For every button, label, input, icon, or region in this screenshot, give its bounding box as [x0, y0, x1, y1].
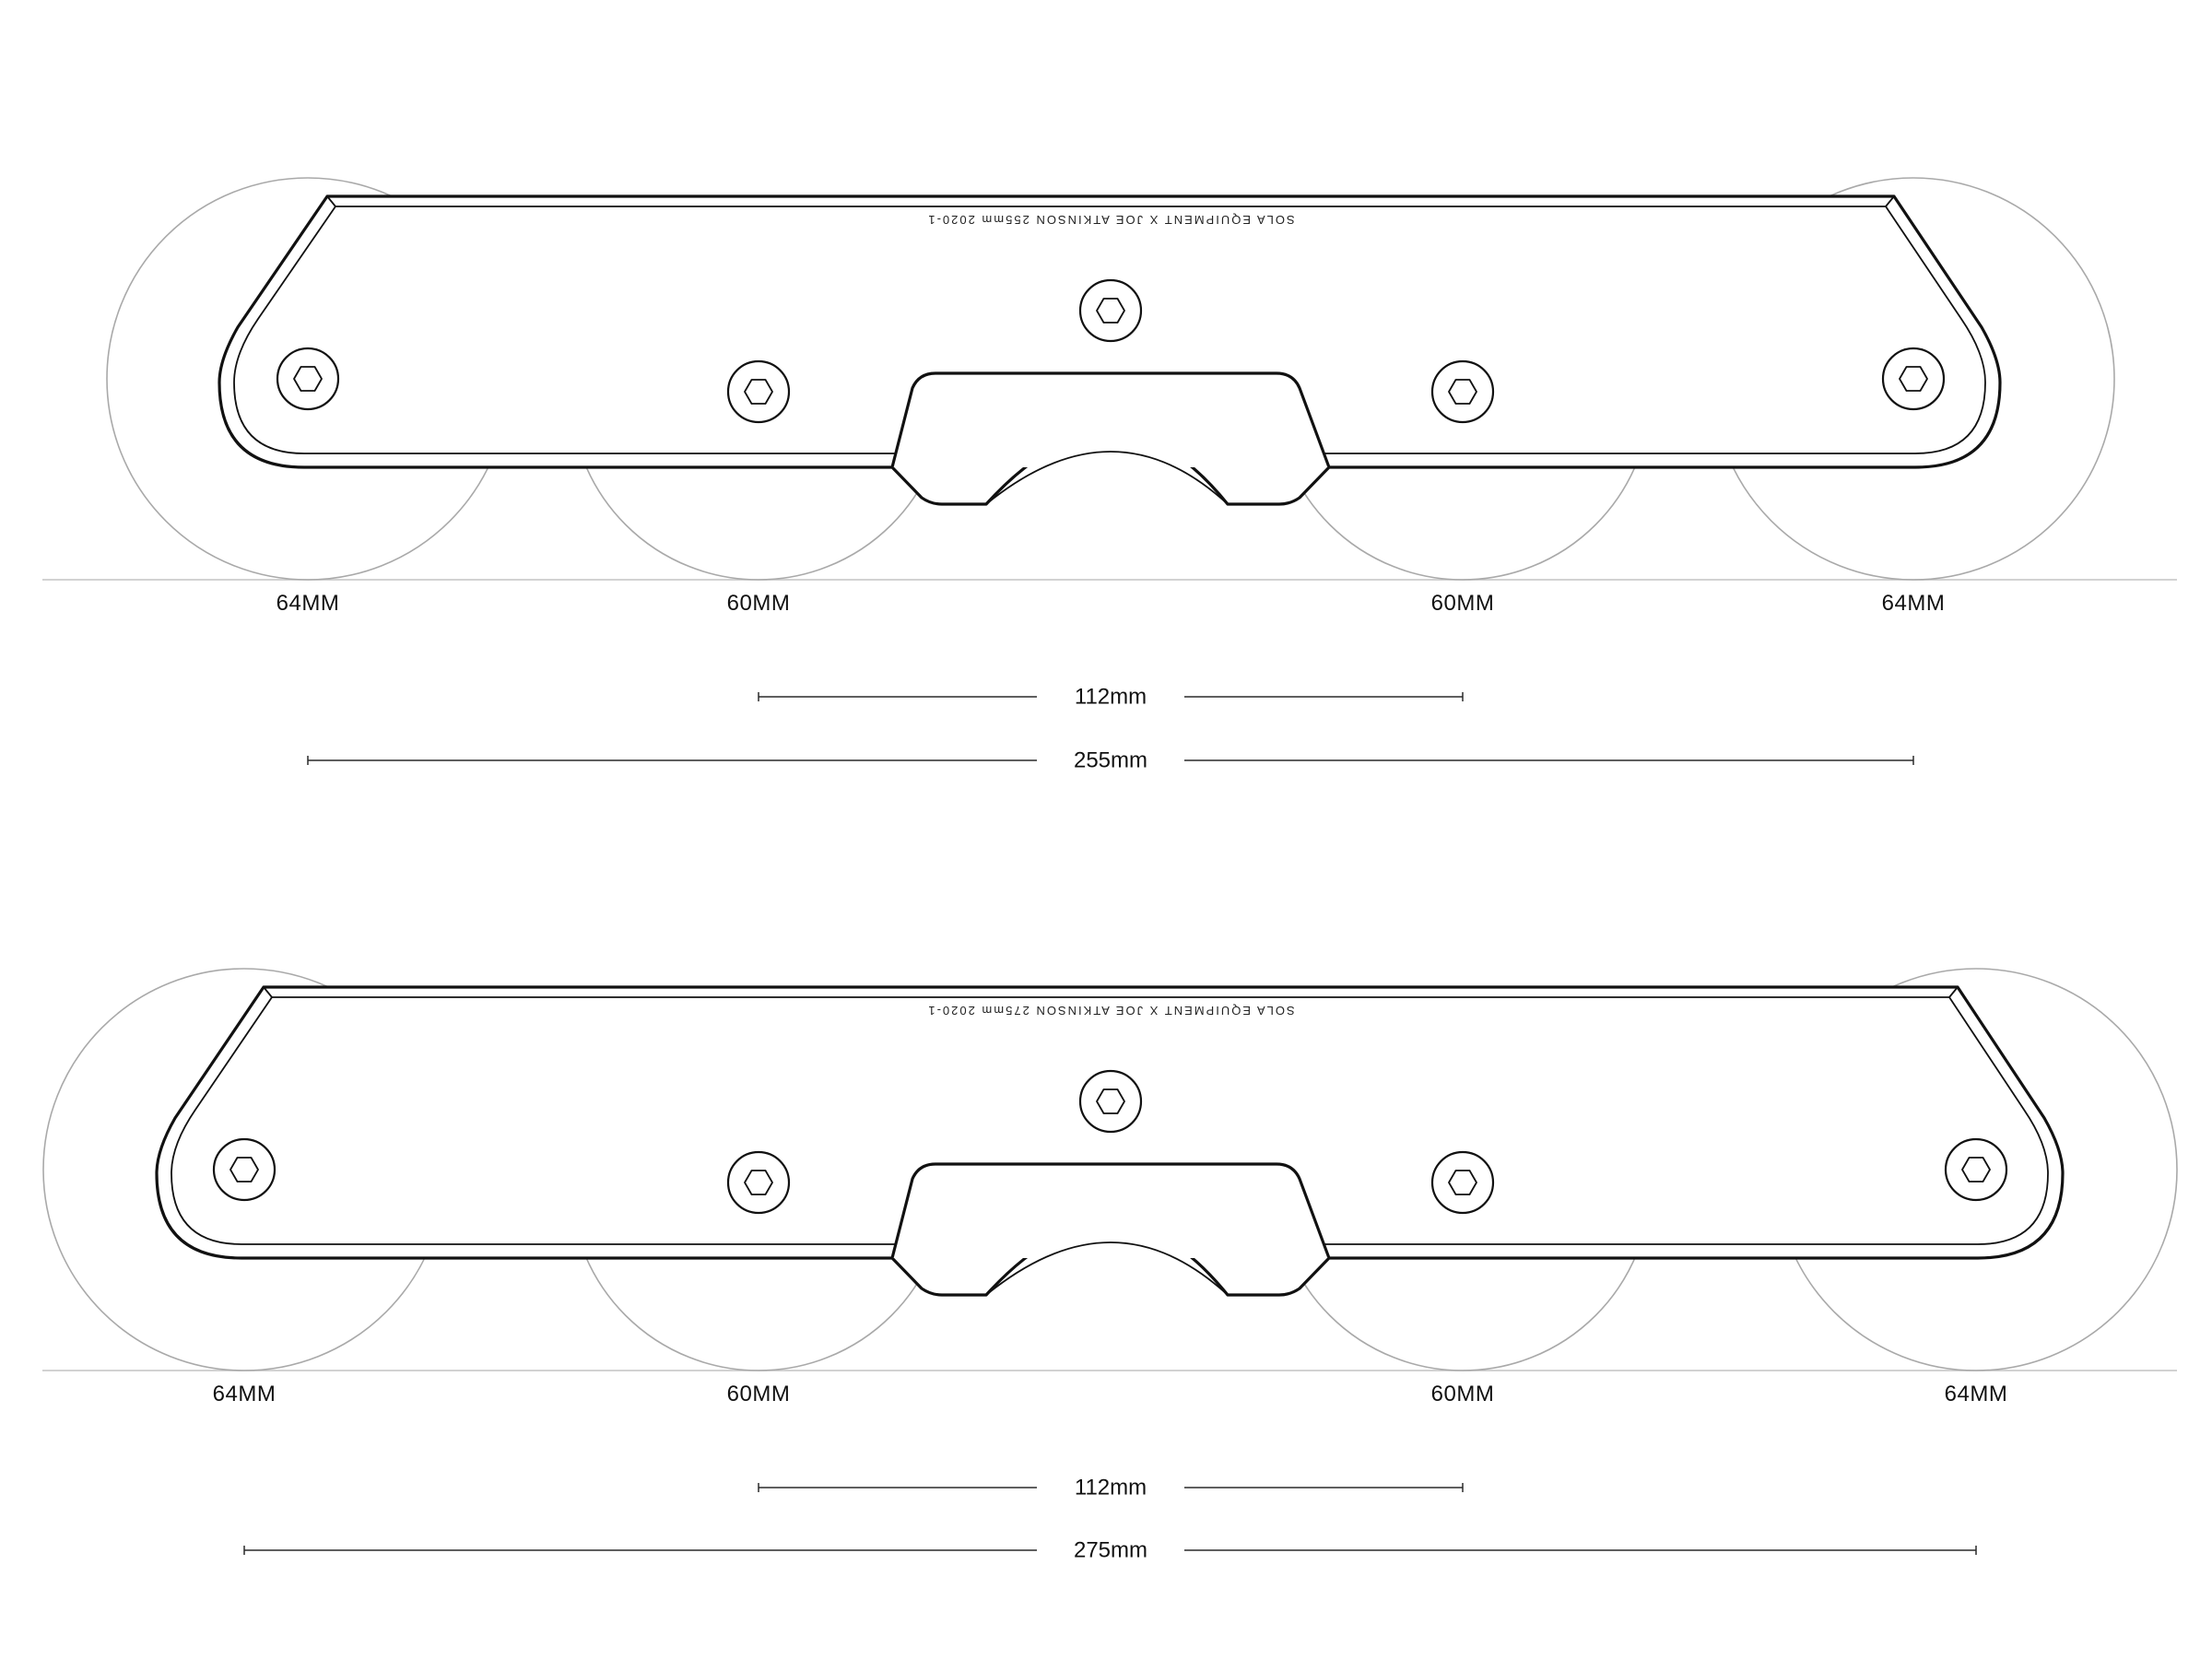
- axle-bolt: [728, 361, 789, 422]
- axle-bolt: [1946, 1139, 2006, 1200]
- wheel-size-label: 64MM: [276, 591, 340, 616]
- dimension-label: 112mm: [1074, 684, 1147, 710]
- dimension-frame-length: [308, 748, 1913, 773]
- dimension-label: 112mm: [1074, 1475, 1147, 1500]
- axle-bolt: [1432, 1152, 1493, 1213]
- wheel-size-label: 60MM: [726, 1382, 791, 1406]
- dimension-inner-axles: [759, 1476, 1463, 1500]
- axle-bolt: [277, 348, 338, 409]
- wheel-size-label: 64MM: [1944, 1382, 2008, 1406]
- frame-engraving: SOLA EQUIPMENT X JOE ATKINSON 275mm 2020-1: [926, 1004, 1295, 1018]
- wheel-size-label: 60MM: [1430, 1382, 1495, 1406]
- frame-255: [42, 178, 2177, 773]
- mount-bolt: [1080, 280, 1141, 341]
- frame-engraving: SOLA EQUIPMENT X JOE ATKINSON 255mm 2020-1: [926, 213, 1295, 227]
- dimension-frame-length: [244, 1538, 1976, 1563]
- axle-bolt: [728, 1152, 789, 1213]
- wheel-size-label: 60MM: [1430, 591, 1495, 616]
- dimension-inner-axles: [759, 685, 1463, 710]
- wheel-size-label: 64MM: [1881, 591, 1946, 616]
- axle-bolt: [214, 1139, 275, 1200]
- dimension-label: 275mm: [1073, 1537, 1148, 1563]
- mount-bridge: [892, 1164, 1329, 1258]
- axle-bolt: [1883, 348, 1944, 409]
- mount-bridge: [892, 373, 1329, 467]
- axle-bolt: [1432, 361, 1493, 422]
- wheel-size-label: 60MM: [726, 591, 791, 616]
- dimension-label: 255mm: [1073, 747, 1148, 773]
- mount-bolt: [1080, 1071, 1141, 1132]
- frame-275: [42, 969, 2177, 1563]
- wheel-size-label: 64MM: [212, 1382, 276, 1406]
